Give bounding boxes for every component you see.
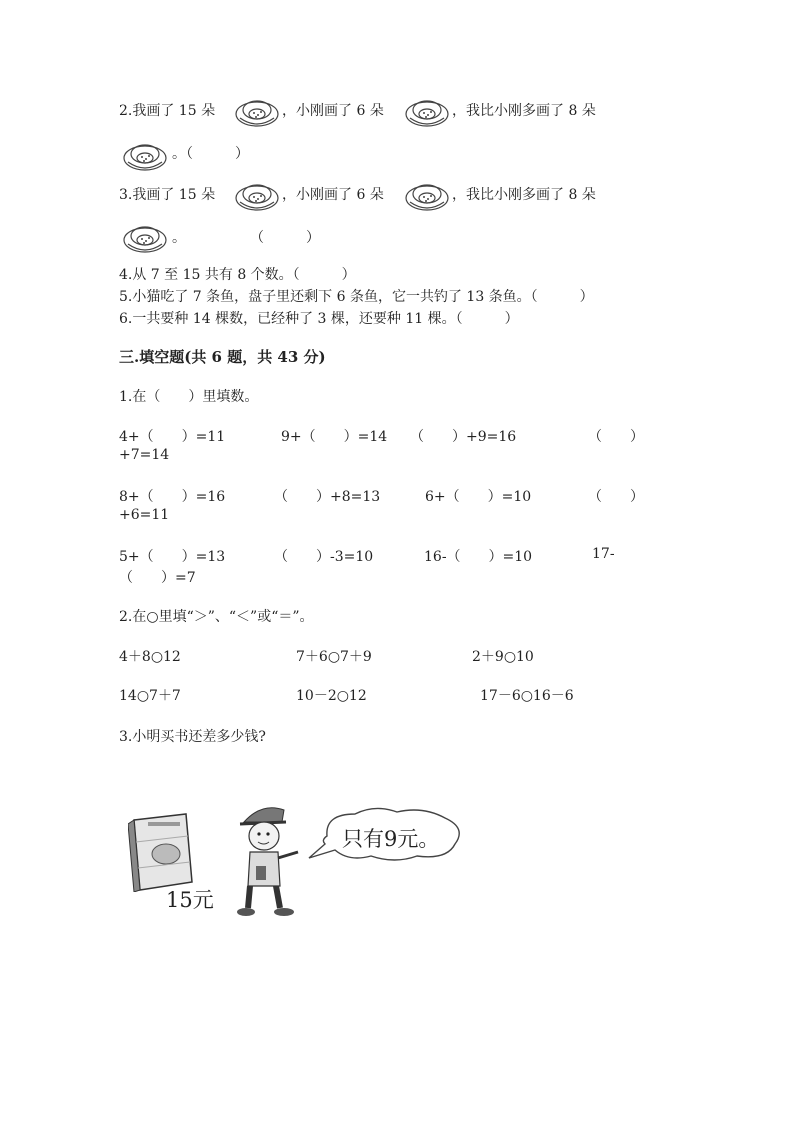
judge-q3-part2: ，小刚画了 6 朵: [282, 187, 384, 203]
flower-icon: [122, 140, 168, 176]
fill-q1-r3-c1: 5+（ ）=13: [119, 549, 226, 565]
compare-r1-c1: 4＋8○12: [119, 649, 181, 665]
judge-q2-part3: ，我比小刚多画了 8 朵: [452, 103, 596, 119]
book-icon: [128, 812, 200, 892]
compare-r1-c2: 7＋6○7＋9: [296, 649, 372, 665]
flower-icon: [404, 180, 450, 216]
fill-q1-r2-c2: （ ）+8=13: [274, 489, 381, 505]
judge-q2-part1: 2.我画了 15 朵: [119, 103, 216, 119]
fill-q1-r1-c3: （ ）+9=16: [410, 429, 517, 445]
judge-q3-answer-blank[interactable]: （ ）: [250, 230, 320, 246]
fill-q1-r1-c1: 4+（ ）=11: [119, 429, 226, 445]
compare-r1-c3: 2＋9○10: [472, 649, 534, 665]
judge-q2-part4: 。（ ）: [172, 146, 249, 162]
flower-icon: [234, 180, 280, 216]
fill-q1-r2-c4: （ ）: [588, 489, 644, 505]
compare-r2-c3: 17－6○16－6: [480, 688, 574, 704]
fill-q1-r1-cont: +7=14: [119, 447, 170, 463]
fill-q1-r3-c4: 17-: [592, 546, 615, 562]
judge-q3-part4: 。: [172, 230, 186, 246]
flower-icon: [234, 96, 280, 132]
fill-q1-r2-c1: 8+（ ）=16: [119, 489, 226, 505]
flower-icon: [404, 96, 450, 132]
judge-q6: 6.一共要种 14 棵数，已经种了 3 棵，还要种 11 棵。（ ）: [119, 311, 519, 327]
fill-q3-title: 3.小明买书还差多少钱?: [119, 729, 266, 745]
compare-r2-c2: 10－2○12: [296, 688, 367, 704]
book-price: 15元: [166, 888, 214, 912]
section-title: 三.填空题(共 6 题，共 43 分): [119, 348, 326, 366]
fill-q1-r2-cont: +6=11: [119, 507, 170, 523]
fill-q1-r2-c3: 6+（ ）=10: [425, 489, 532, 505]
judge-q4: 4.从 7 至 15 共有 8 个数。（ ）: [119, 267, 356, 283]
judge-q5: 5.小猫吃了 7 条鱼，盘子里还剩下 6 条鱼，它一共钓了 13 条鱼。（ ）: [119, 289, 594, 305]
fill-q1-r3-c2: （ ）-3=10: [274, 549, 374, 565]
flower-icon: [122, 222, 168, 258]
fill-q1-r3-c3: 16-（ ）=10: [424, 549, 533, 565]
fill-q1-r1-c2: 9+（ ）=14: [281, 429, 388, 445]
fill-q1-r1-c4: （ ）: [588, 429, 644, 445]
judge-q2-part2: ，小刚画了 6 朵: [282, 103, 384, 119]
speech-text: 只有9元。: [342, 827, 440, 851]
judge-q3-part1: 3.我画了 15 朵: [119, 187, 216, 203]
fill-q2-title: 2.在○里填“＞”、“＜”或“＝”。: [119, 609, 314, 625]
fill-q1-title: 1.在（ ）里填数。: [119, 389, 259, 405]
fill-q1-r3-cont: （ ）=7: [119, 570, 196, 586]
compare-r2-c1: 14○7＋7: [119, 688, 181, 704]
boy-icon: [236, 800, 302, 922]
judge-q3-part3: ，我比小刚多画了 8 朵: [452, 187, 596, 203]
